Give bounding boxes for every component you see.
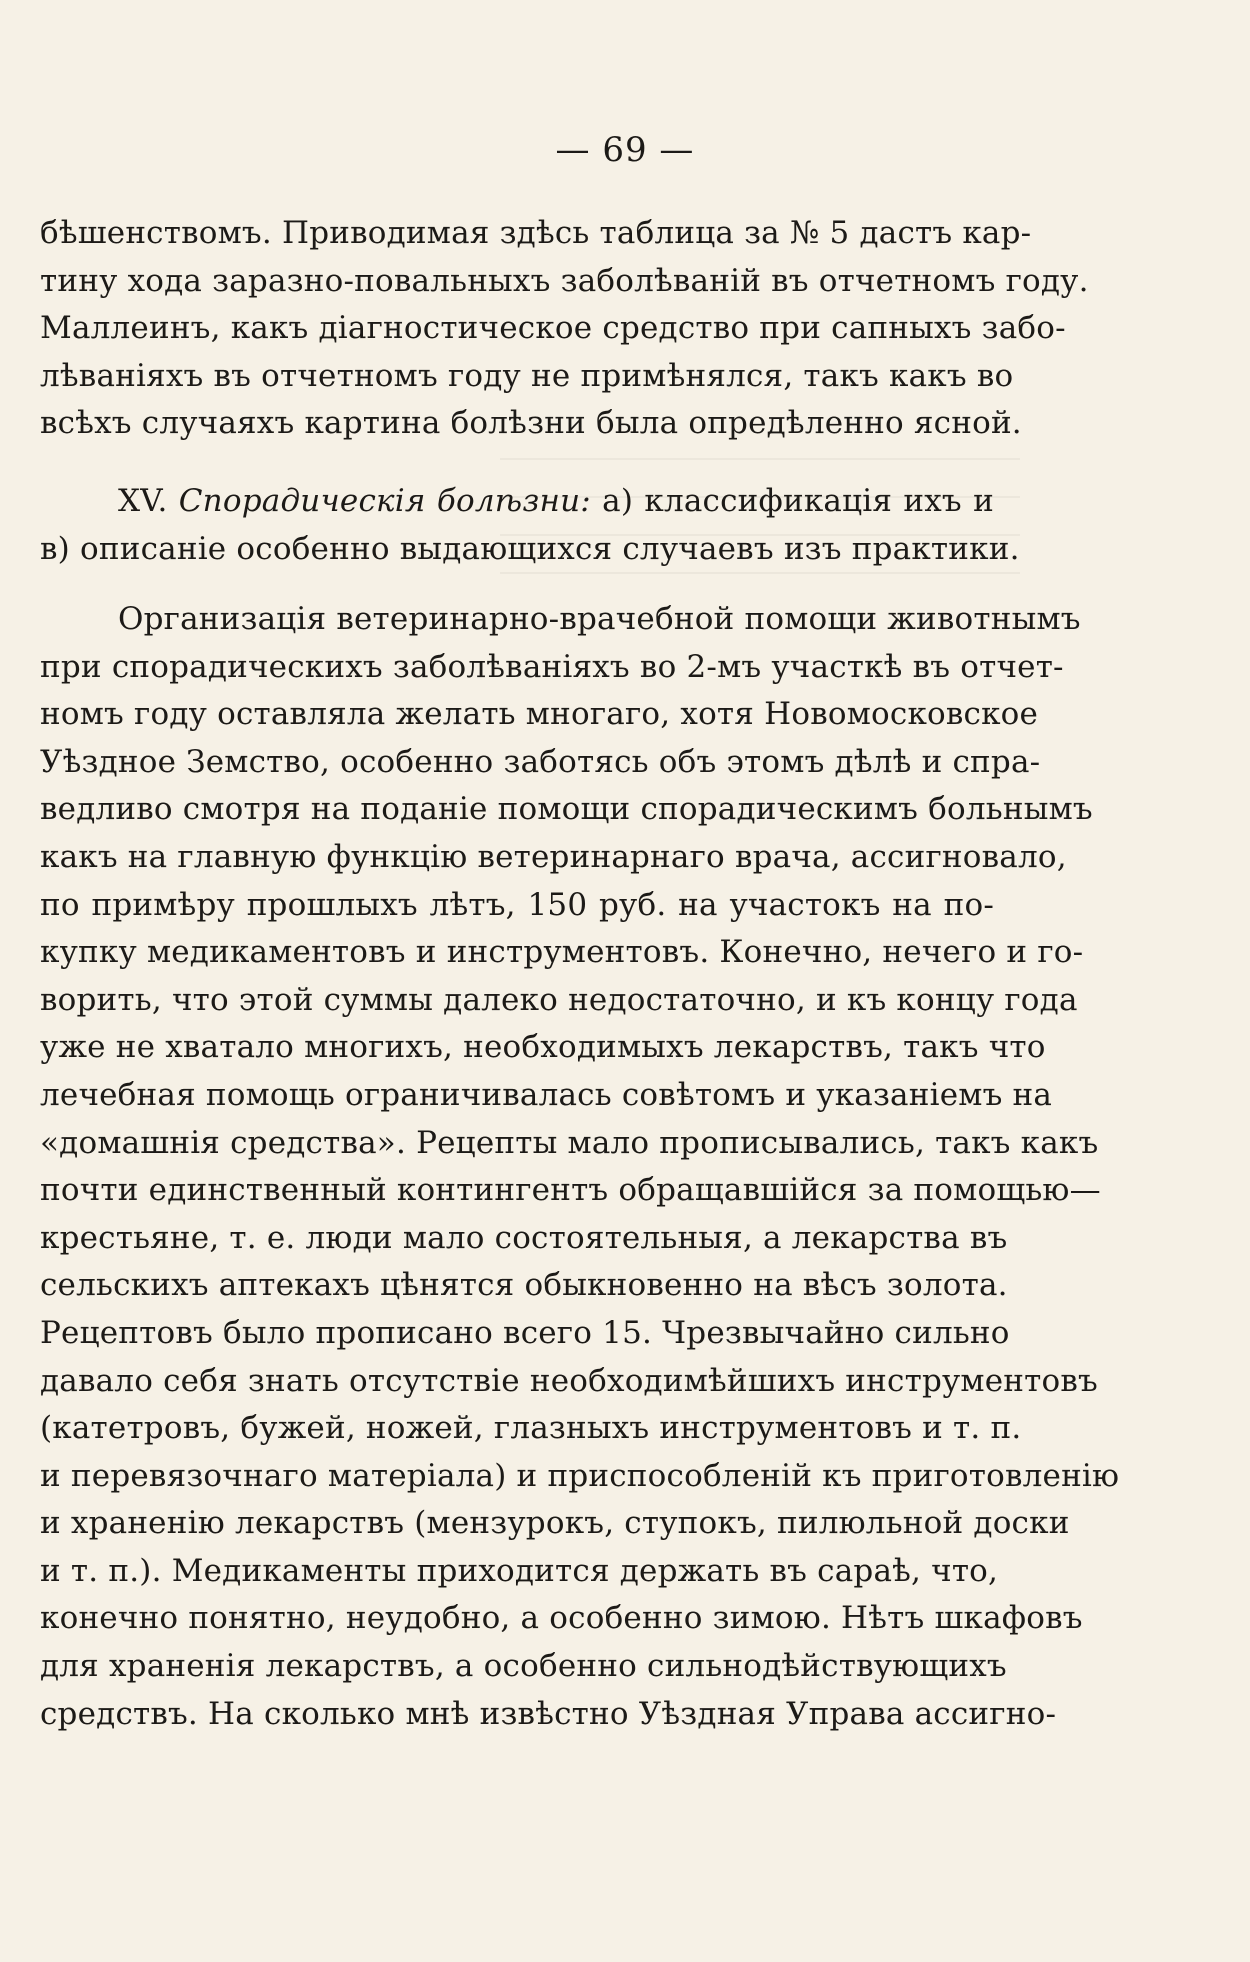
paragraph-malleine: [40, 210, 1089, 448]
section-title: Спорадическія болѣзни:: [178, 483, 591, 519]
text-line: тину хода заразно-повальныхъ заболѣваній въ отчетномъ году.: [40, 262, 1089, 299]
text-line: для храненія лекарствъ, а особенно сильнодѣйствующихъ: [40, 1648, 1007, 1685]
text-line: номъ году оставляла желать многаго, хотя Новомосковское: [40, 696, 1039, 733]
text-line: (катетровъ, бужей, ножей, глазныхъ инструментовъ и т. п.: [40, 1410, 1022, 1447]
paragraph-organization: [40, 596, 1120, 1738]
section-number: XV.: [118, 483, 168, 519]
text-line: ворить, что этой суммы далеко недостаточно, и къ концу года: [40, 981, 1078, 1018]
text-line: конечно понятно, неудобно, а особенно зимою. Нѣтъ шкафовъ: [40, 1600, 1083, 1637]
text-line: почти единственный контингентъ обращавшійся за помощью—: [40, 1172, 1101, 1209]
text-line: Маллеинъ, какъ діагностическое средство при сапныхъ забо-: [40, 310, 1066, 347]
text-line: какъ на главную функцію ветеринарнаго врача, ассигновало,: [40, 838, 1067, 875]
text-line: бѣшенствомъ. Приводимая здѣсь таблица за № 5 дастъ кар-: [40, 215, 1032, 251]
text-line: крестьяне, т. е. люди мало состоятельныя, а лекарства въ: [40, 1219, 1008, 1256]
section-subtitle-part: а) классификація ихъ и: [602, 483, 994, 519]
text-line: купку медикаментовъ и инструментовъ. Конечно, нечего и го-: [40, 934, 1084, 971]
text-line: лечебная помощь ограничивалась совѣтомъ и указаніемъ на: [40, 1076, 1053, 1113]
text-line: по примѣру прошлыхъ лѣтъ, 150 руб. на участокъ на по-: [40, 886, 994, 923]
text-line: «домашнія средства». Рецепты мало прописывались, такъ какъ: [40, 1124, 1099, 1161]
text-line: Уѣздное Земство, особенно заботясь объ этомъ дѣлѣ и спра-: [40, 743, 1041, 780]
page-number: — 69 —: [555, 130, 695, 170]
section-heading: [40, 478, 1020, 573]
text-line: и перевязочнаго матеріала) и приспособленій къ приготовленію: [40, 1457, 1120, 1494]
text-line: всѣхъ случаяхъ картина болѣзни была опредѣленно ясной.: [40, 405, 1022, 442]
text-line: Рецептовъ было прописано всего 15. Чрезвычайно сильно: [40, 1314, 1010, 1351]
text-line: сельскихъ аптекахъ цѣнятся обыкновенно на вѣсъ золота.: [40, 1267, 1008, 1304]
text-line: при спорадическихъ заболѣваніяхъ во 2-мъ участкѣ въ отчет-: [40, 648, 1064, 685]
text-line: и храненію лекарствъ (мензурокъ, ступокъ, пилюльной доски: [40, 1505, 1070, 1542]
text-line: Организація ветеринарно-врачебной помощи животнымъ: [118, 601, 1081, 637]
heading-line: в) описаніе особенно выдающихся случаевъ изъ практики.: [40, 530, 1020, 567]
text-line: уже не хватало многихъ, необходимыхъ лекарствъ, такъ что: [40, 1029, 1046, 1066]
text-line: средствъ. На сколько мнѣ извѣстно Уѣздная Управа ассигно-: [40, 1695, 1057, 1732]
heading-line: [40, 478, 994, 526]
text-line: и т. п.). Медикаменты приходится держать въ сараѣ, что,: [40, 1552, 999, 1589]
text-line: лѣваніяхъ въ отчетномъ году не примѣнялся, такъ какъ во: [40, 357, 1014, 394]
text-line: давало себя знать отсутствіе необходимѣйшихъ инструментовъ: [40, 1362, 1098, 1399]
text-line: ведливо смотря на поданіе помощи спорадическимъ больнымъ: [40, 791, 1093, 828]
